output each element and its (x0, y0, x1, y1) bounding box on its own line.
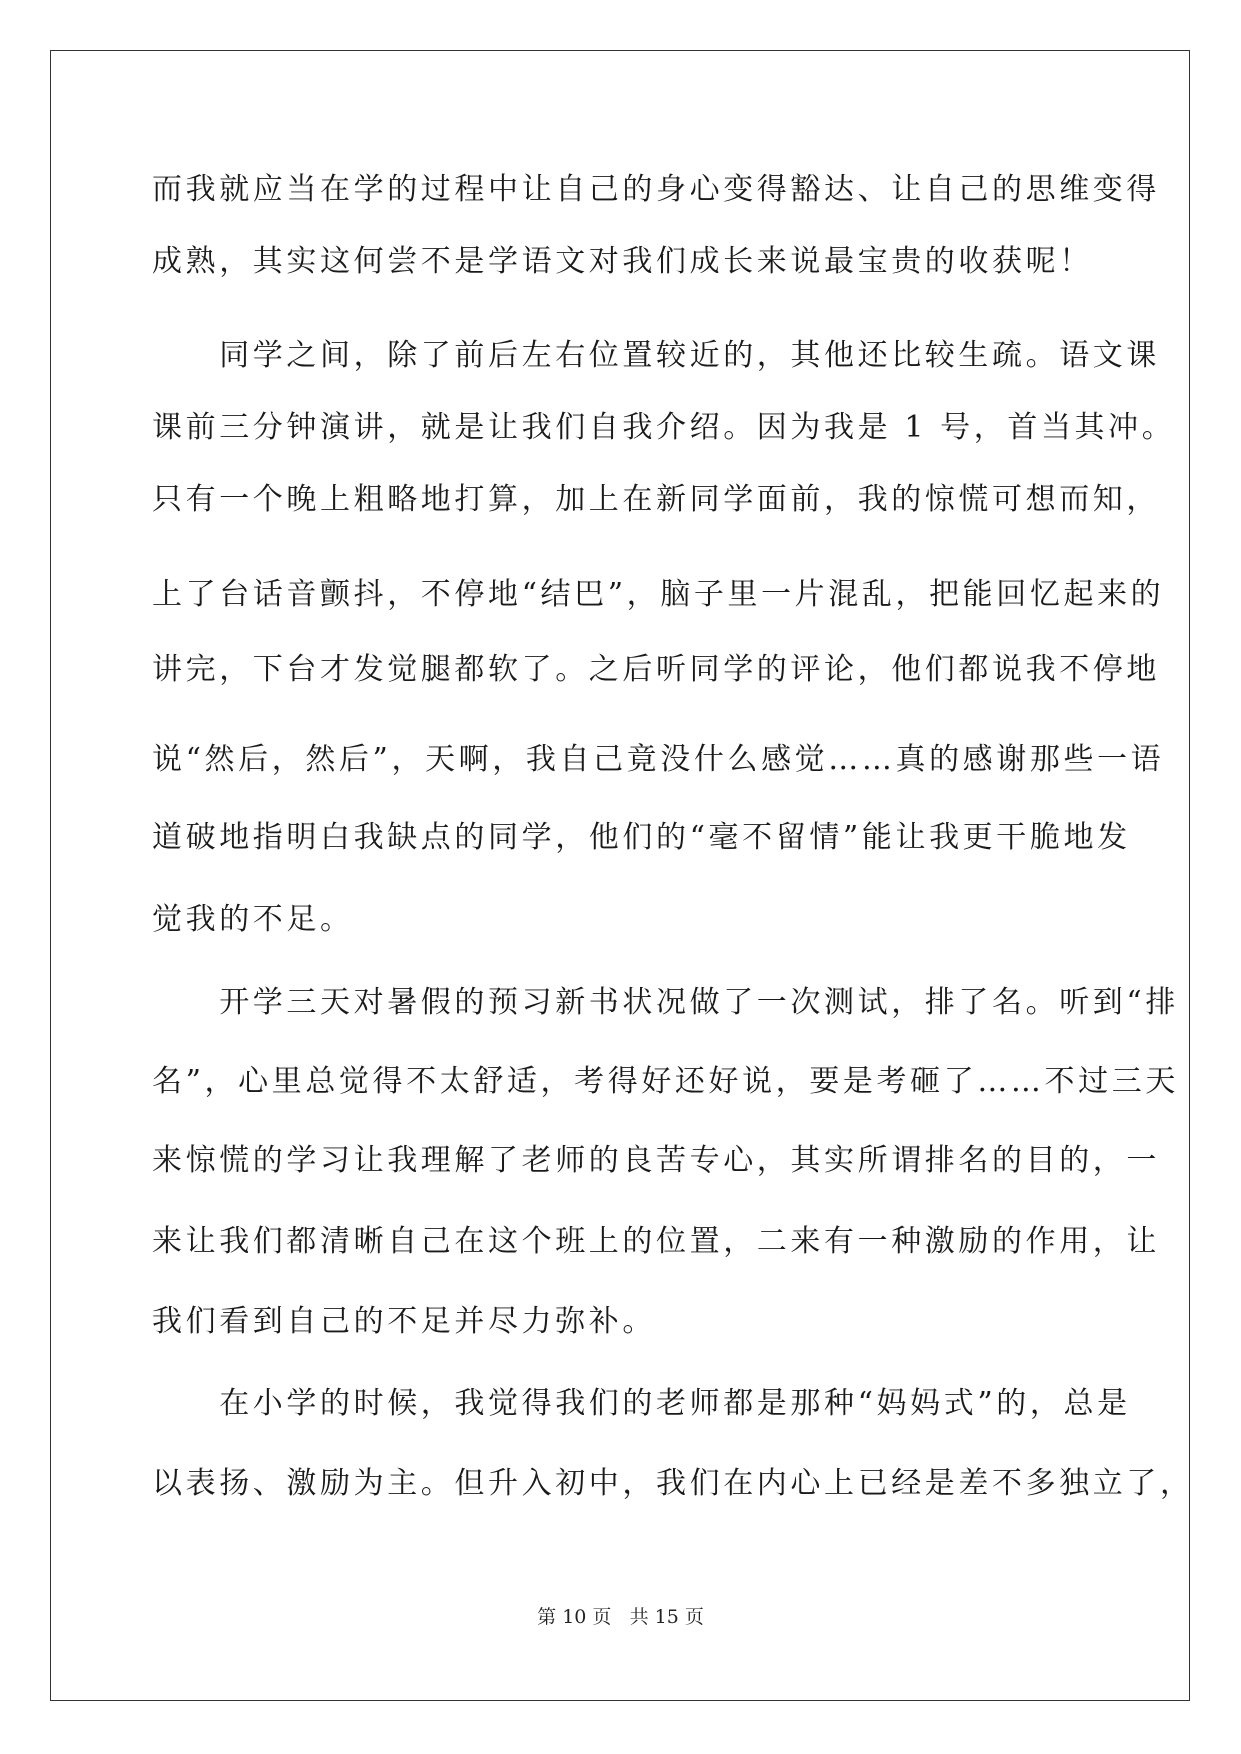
text-line: 而我就应当在学的过程中让自己的身心变得豁达、让自己的思维变得 (152, 172, 1160, 207)
text-line: 同学之间，除了前后左右位置较近的，其他还比较生疏。语文课 (152, 338, 1160, 373)
text-line: 来惊慌的学习让我理解了老师的良苦专心，其实所谓排名的目的，一 (152, 1143, 1160, 1178)
text-line: 以表扬、激励为主。但升入初中，我们在内心上已经是差不多独立了， (152, 1466, 1194, 1501)
page-footer (0, 1605, 1241, 1629)
page-number: 第 10 页 (537, 1606, 612, 1628)
text-line: 课前三分钟演讲，就是让我们自我介绍。因为我是 1 号，首当其冲。 (152, 410, 1176, 445)
page-border (50, 50, 1194, 1701)
text-line: 我们看到自己的不足并尽力弥补。 (152, 1304, 656, 1339)
text-line: 上了台话音颤抖，不停地“结巴”，脑子里一片混乱，把能回忆起来的 (152, 577, 1165, 612)
page-total: 共 15 页 (629, 1606, 704, 1628)
text-line: 道破地指明白我缺点的同学，他们的“毫不留情”能让我更干脆地发 (152, 820, 1131, 855)
text-line: 讲完，下台才发觉腿都软了。之后听同学的评论，他们都说我不停地 (152, 652, 1160, 687)
text-line: 说“然后，然后”，天啊，我自己竟没什么感觉……真的感谢那些一语 (152, 742, 1165, 777)
text-line: 在小学的时候，我觉得我们的老师都是那种“妈妈式”的，总是 (152, 1386, 1131, 1421)
text-line: 觉我的不足。 (152, 902, 354, 937)
text-line: 开学三天对暑假的预习新书状况做了一次测试，排了名。听到“排 (152, 985, 1179, 1020)
text-line: 只有一个晚上粗略地打算，加上在新同学面前，我的惊慌可想而知， (152, 482, 1160, 517)
text-line: 名”，心里总觉得不太舒适，考得好还好说，要是考砸了……不过三天 (152, 1064, 1179, 1099)
text-line: 来让我们都清晰自己在这个班上的位置，二来有一种激励的作用，让 (152, 1224, 1160, 1259)
text-line: 成熟，其实这何尝不是学语文对我们成长来说最宝贵的收获呢！ (152, 244, 1093, 279)
